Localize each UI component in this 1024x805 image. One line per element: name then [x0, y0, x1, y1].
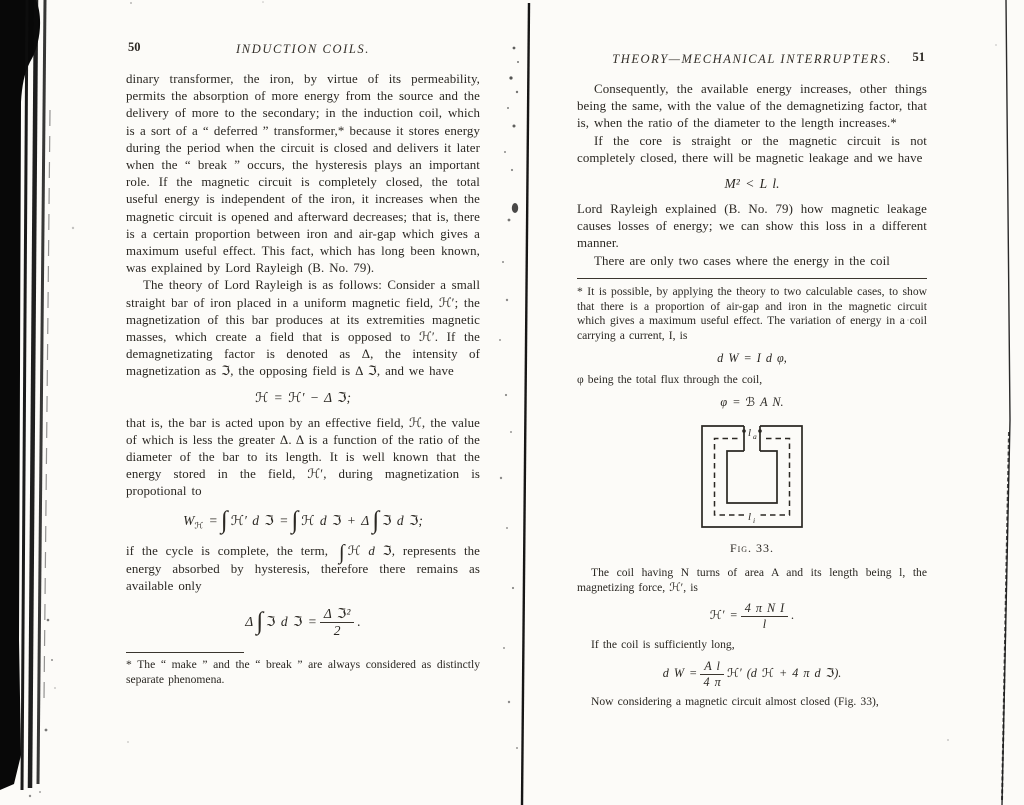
footnote-rule	[577, 278, 927, 279]
gap-dot-left	[742, 429, 746, 433]
footnote-rule	[126, 652, 244, 653]
footnote-now-considering: Now considering a magnetic circuit almost closed (Fig. 33),	[591, 695, 879, 709]
scan-artifact-binding-gutter	[499, 3, 529, 805]
core-gap-slit	[744, 426, 760, 451]
left-page-header	[126, 40, 480, 58]
scan-artifact-left-edge	[0, 0, 53, 797]
footnote-flux-line: φ being the total flux through the coil,	[577, 373, 763, 387]
figure-33	[577, 420, 927, 537]
equation-magnetizing-force: ℋ′ = $\frac{\text{4 π N I}}{l}$ .	[709, 601, 795, 632]
fraction: $\frac{\text{4 π N I}}{l}$	[741, 602, 789, 631]
label-air-gap: l	[748, 426, 752, 439]
label-iron-path: l	[748, 510, 752, 523]
footnote-coil-turns: The coil having N turns of area A and its length being l, the magnetizing force, ℋ′, is	[577, 565, 927, 594]
figure-33-drawing	[690, 420, 814, 532]
equation-available-energy: Δ ∫ ℑ d ℑ = $\frac{\text{Δ ℑ²}}{2}$ .	[245, 605, 361, 639]
equation-dw-idphi: d W = I d φ,	[717, 351, 787, 366]
paragraph-magnetic-leakage: If the core is straight or the magnetic circuit is not completely closed, there will be magnetic leakage and we have	[577, 133, 927, 165]
gap-dot-right	[758, 429, 762, 433]
scan-artifact-right-page-edge	[1002, 0, 1010, 805]
right-page-header	[577, 50, 927, 68]
left-footnote: * The “ make ” and the “ break ” are always considered as distinctly separate phenomena.	[126, 658, 480, 687]
label-air-gap-sub: a	[753, 431, 757, 441]
paragraph-effective-field: that is, the bar is acted upon by an effective field, ℋ, the value of which is less the greater Δ. Δ is a function of the ratio of the diameter of the bar to its length. It is well known that the energy stored in the field, ℋ′, during magnetization is propotional to	[126, 415, 480, 499]
footnote-coil-long: If the coil is sufficiently long,	[591, 638, 735, 652]
core-inner-outline	[727, 451, 777, 503]
left-running-head: INDUCTION COILS.	[236, 42, 370, 56]
equation-leakage-inequality: M² < L l.	[724, 176, 780, 192]
paragraph-rayleigh-explained: Lord Rayleigh explained (B. No. 79) how magnetic leakage causes losses of energy; we can show this loss in a different manner.	[577, 202, 927, 251]
right-page	[577, 50, 927, 710]
equation-dw-expansion: d W = $\frac{\text{A l}}{4 \pi}$ ℋ′ (d ℋ + 4 π d ℑ).	[662, 658, 842, 689]
right-page-number: 51	[912, 50, 925, 64]
equation-stored-energy: $W_ℋ$ = ∫ ℋ′ d ℑ = ∫ ℋ d ℑ + Δ ∫ ℑ d ℑ;	[183, 506, 423, 534]
figure-33-caption: Fig. 33.	[729, 540, 775, 555]
left-page	[126, 40, 480, 688]
paragraph-hysteresis: if the cycle is complete, the term, ∫ ℋ d ℑ, represents the energy absorbed by hysteresis, therefore there remains as available only	[126, 540, 480, 593]
equation-effective-field: ℋ = ℋ′ − Δ ℑ;	[254, 389, 352, 405]
right-running-head: THEORY—MECHANICAL INTERRUPTERS.	[612, 52, 892, 66]
label-iron-path-sub: i	[753, 515, 756, 525]
paragraph-transformer-energy: dinary transformer, the iron, by virtue of its permeability, permits the absorption of more energy from the source and the delivery of more to the secondary; in the induction coil, which is a sort of a “ deferred ” transformer,* because it stores energy during the period when the circuit is closed and delivers it later when the “ break ” occurs, the hysteresis plays an important role. If the magnetic circuit is completely closed, the total useful energy is independent of the iron, it increases when the magnetic circuit is opened and afterward decreases; that is, there is a certain proportion between iron and air-gap which gives a maximum useful effect. This fact, which has long been known, was explained by Lord Rayleigh (B. No. 79).	[126, 72, 480, 276]
fraction: $\frac{\text{A l}}{4 \pi}$	[700, 660, 724, 689]
fraction: $\frac{\text{Δ ℑ²}}{2}$	[320, 607, 355, 638]
paragraph-available-energy: Consequently, the available energy increases, other things being the same, with the value of the demagnetizing factor, that is, when the ratio of the diameter to the length increases.*	[577, 82, 927, 131]
footnote-two-cases: * It is possible, by applying the theory to two calculable cases, to show that there is a proportion of air-gap and iron in the magnetic circuit which gives a maximum useful effect. The variation of energy in a coil carrying a current, I, is	[577, 284, 927, 343]
equation-phi-ban: φ = ℬ A N.	[720, 394, 784, 409]
core-outer-outline	[702, 426, 802, 527]
paragraph-two-cases: There are only two cases where the energy in the coil	[594, 253, 890, 268]
paragraph-rayleigh-theory: The theory of Lord Rayleigh is as follows: Consider a small straight bar of iron placed in a uniform magnetic field, ℋ′; the magnetization of this bar produces at its extremities magnetic masses, which create a field that is opposed to ℋ′. If the demagnetizating factor is denoted as Δ, the intensity of magnetization as ℑ, the opposing field is Δ ℑ, and we have	[126, 278, 480, 379]
left-page-number: 50	[128, 40, 141, 54]
